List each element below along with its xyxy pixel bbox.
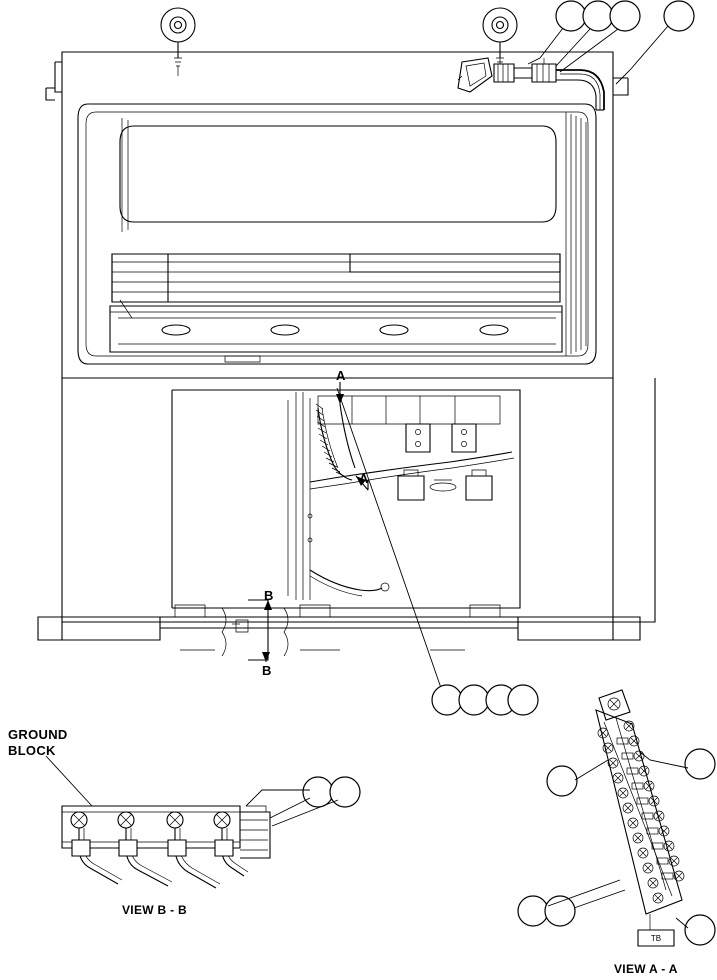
conduit-assembly <box>458 58 604 110</box>
ground-block-label-line1: GROUND <box>8 727 68 742</box>
section-arrows-b <box>262 600 272 662</box>
section-label-a-top: A <box>336 368 346 383</box>
svg-text:TB: TB <box>650 934 662 943</box>
view-bb-title: VIEW B - B <box>122 903 187 917</box>
view-bb-ground-block <box>46 756 338 888</box>
top-fasteners <box>161 8 517 76</box>
leader-lines-center <box>337 388 441 688</box>
ground-block-label-line2: BLOCK <box>8 743 56 758</box>
interior-compartment <box>172 390 520 660</box>
section-label-b-top: B <box>264 588 274 603</box>
view-aa-title: VIEW A - A <box>614 962 678 976</box>
section-label-a-bottom: A <box>359 471 369 486</box>
cabinet-door-panel <box>78 104 596 364</box>
section-label-b-bottom: B <box>262 663 272 678</box>
